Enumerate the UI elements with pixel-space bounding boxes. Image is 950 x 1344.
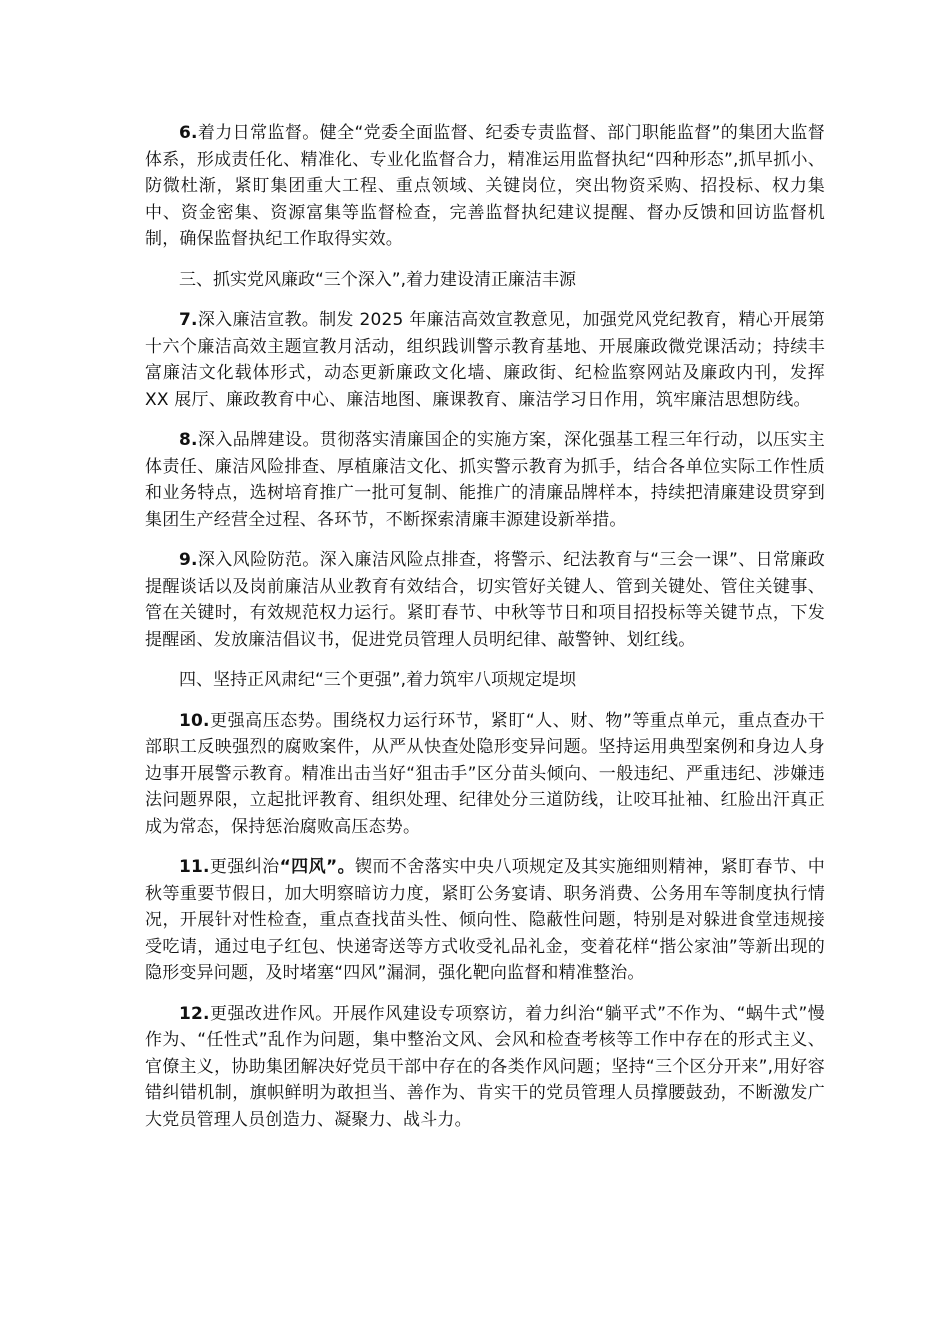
item-title: 着力日常监督。 (197, 123, 320, 143)
paragraph-item-7 (145, 307, 825, 413)
paragraph-item-9 (145, 547, 825, 653)
item-title: 深入风险防范。 (197, 550, 320, 570)
item-title: 更强高压态势。 (209, 710, 333, 731)
item-number: 12. (179, 1003, 210, 1024)
paragraph-item-10 (145, 708, 825, 841)
item-number: 8. (179, 430, 198, 450)
item-number: 6. (179, 123, 198, 143)
paragraph-item-8 (145, 427, 825, 533)
item-body: 围绕权力运行环节，紧盯“人、财、物”等重点单元，重点查办干部职工反映强烈的腐败案件，从严从快查处隐形变异问题。坚持运用典型案例和身边人身边事开展警示教育。精准出击当好“狙击手”区分苗头倾向、一般违纪、严重违纪、涉嫌违法问题界限，立起批评教育、组织处理、纪律处分三道防线，让咬耳扯袖、红脸出汗真正成为常态，保持惩治腐败高压态势。 (145, 710, 825, 837)
section-heading-3: 三、抓实党风廉政“三个深入”,着力建设清正廉洁丰源 (179, 269, 577, 290)
item-title: 更强纠治 (209, 857, 280, 877)
item-body: 贯彻落实清廉国企的实施方案，深化强基工程三年行动，以压实主体责任、廉洁风险排查、厚植廉洁文化、抓实警示教育为抓手，结合各单位实际工作性质和业务特点，选树培育推广一批可复制、能推广的清廉品牌样本，持续把清廉建设贯穿到集团生产经营全过程、各环节，不断探索清廉丰源建设新举措。 (145, 430, 825, 530)
section-heading-4: 四、坚持正风肃纪“三个更强”,着力筑牢八项规定堤坝 (179, 670, 577, 690)
item-body: 开展作风建设专项察访，着力纠治“躺平式”不作为、“蜗牛式”慢作为、“任性式”乱作为问题，集中整治文风、会风和检查考核等工作中存在的形式主义、官僚主义，协助集团解决好党员干部中存在的各类作风问题；坚持“三个区分开来”,用好容错纠错机制，旗帜鲜明为敢担当、善作为、肯实干的党员管理人员撑腰鼓劲，不断激发广大党员管理人员创造力、凝聚力、战斗力。 (145, 1003, 825, 1130)
item-title-bold: “四风”。 (279, 857, 356, 877)
item-number: 7. (179, 310, 198, 330)
item-title: 更强改进作风。 (209, 1003, 333, 1024)
item-body: 锲而不舍落实中央八项规定及其实施细则精神，紧盯春节、中秋等重要节假日，加大明察暗访力度，紧盯公务宴请、职务消费、公务用车等制度执行情况，开展针对性检查，重点查找苗头性、倾向性、隐蔽性问题，特别是对躲进食堂违规接受吃请，通过电子红包、快递寄送等方式收受礼品礼金，变着花样“揩公家油”等新出现的隐形变异问题，及时堵塞“四风”漏洞，强化靶向监督和精准整治。 (145, 857, 825, 983)
item-body: 深入廉洁风险点排查，将警示、纪法教育与“三会一课”、日常廉政提醒谈话以及岗前廉洁从业教育有效结合，切实管好关键人、管到关键处、管住关键事、管在关键时，有效规范权力运行。紧盯春节、中秋等节日和项目招投标等关键节点，下发提醒函、发放廉洁倡议书，促进党员管理人员明纪律、敲警钟、划红线。 (145, 550, 825, 650)
item-title: 深入廉洁宣教。 (197, 310, 320, 330)
item-number: 9. (179, 550, 198, 570)
item-body: 制发 2025 年廉洁高效宣教意见，加强党风党纪教育，精心开展第十六个廉洁高效主题宣教月活动，组织践训警示教育基地、开展廉政微党课活动；持续丰富廉洁文化载体形式，动态更新廉政文化墙、廉政街、纪检监察网站及廉政内刊，发挥 XX 展厅、廉政教育中心、廉洁地图、廉课教育、廉洁学习日作用，筑牢廉洁思想防线。 (145, 310, 825, 410)
paragraph-item-6 (145, 120, 825, 253)
item-body: 健全“党委全面监督、纪委专责监督、部门职能监督”的集团大监督体系，形成责任化、精准化、专业化监督合力，精准运用监督执纪“四种形态”,抓早抓小、防微杜渐，紧盯集团重大工程、重点领域、关键岗位，突出物资采购、招投标、权力集中、资金密集、资源富集等监督检查，完善监督执纪建议提醒、督办反馈和回访监督机制，确保监督执纪工作取得实效。 (145, 123, 825, 249)
document-page (145, 120, 825, 1147)
item-number: 10. (179, 710, 210, 731)
item-title: 深入品牌建设。 (197, 430, 320, 450)
item-number: 11. (179, 857, 210, 877)
paragraph-item-11 (145, 854, 825, 987)
paragraph-item-12 (145, 1001, 825, 1134)
